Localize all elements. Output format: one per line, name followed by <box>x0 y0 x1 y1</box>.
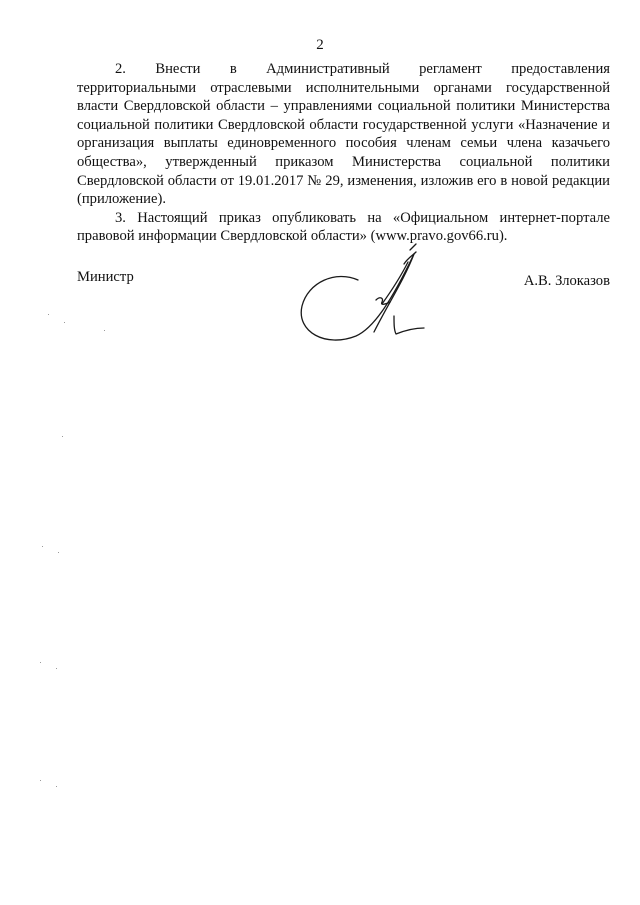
paragraph-item-3: 3. Настоящий приказ опубликовать на «Официальном интернет-портале правовой информации Свердловской области» (www.pravo.gov66.ru). <box>77 209 610 245</box>
scan-speck <box>40 662 41 663</box>
document-body <box>77 60 610 246</box>
paragraph-item-2-first-line: 2. Внести в Административный регламент предоставления <box>115 61 610 77</box>
scan-speck <box>62 436 63 437</box>
scan-speck <box>42 546 43 547</box>
signer-position: Министр <box>77 269 134 285</box>
scan-speck <box>56 668 57 669</box>
page-number: 2 <box>316 37 324 53</box>
scan-speck <box>48 314 49 315</box>
scan-speck <box>40 780 41 781</box>
scan-speck <box>56 786 57 787</box>
scan-speck <box>104 330 105 331</box>
scan-speck <box>58 552 59 553</box>
paragraph-item-2-body: территориальными отраслевыми исполнительными органами государственной власти Свердловской области – управлениями социальной политики Министерства социальной политики Свердловской области государственной услуги «Назначение и организация выплаты единовременного пособия членам семьи члена казачьего общества», утвержденный приказом Министерства социальной политики Свердловской области от 19.01.2017 № 29, изменения, изложив его в новой редакции (приложение). <box>77 79 610 208</box>
signer-name: А.В. Злоказов <box>523 273 610 289</box>
scan-speck <box>64 322 65 323</box>
handwritten-signature <box>296 240 426 350</box>
paragraph-item-2 <box>77 60 610 209</box>
